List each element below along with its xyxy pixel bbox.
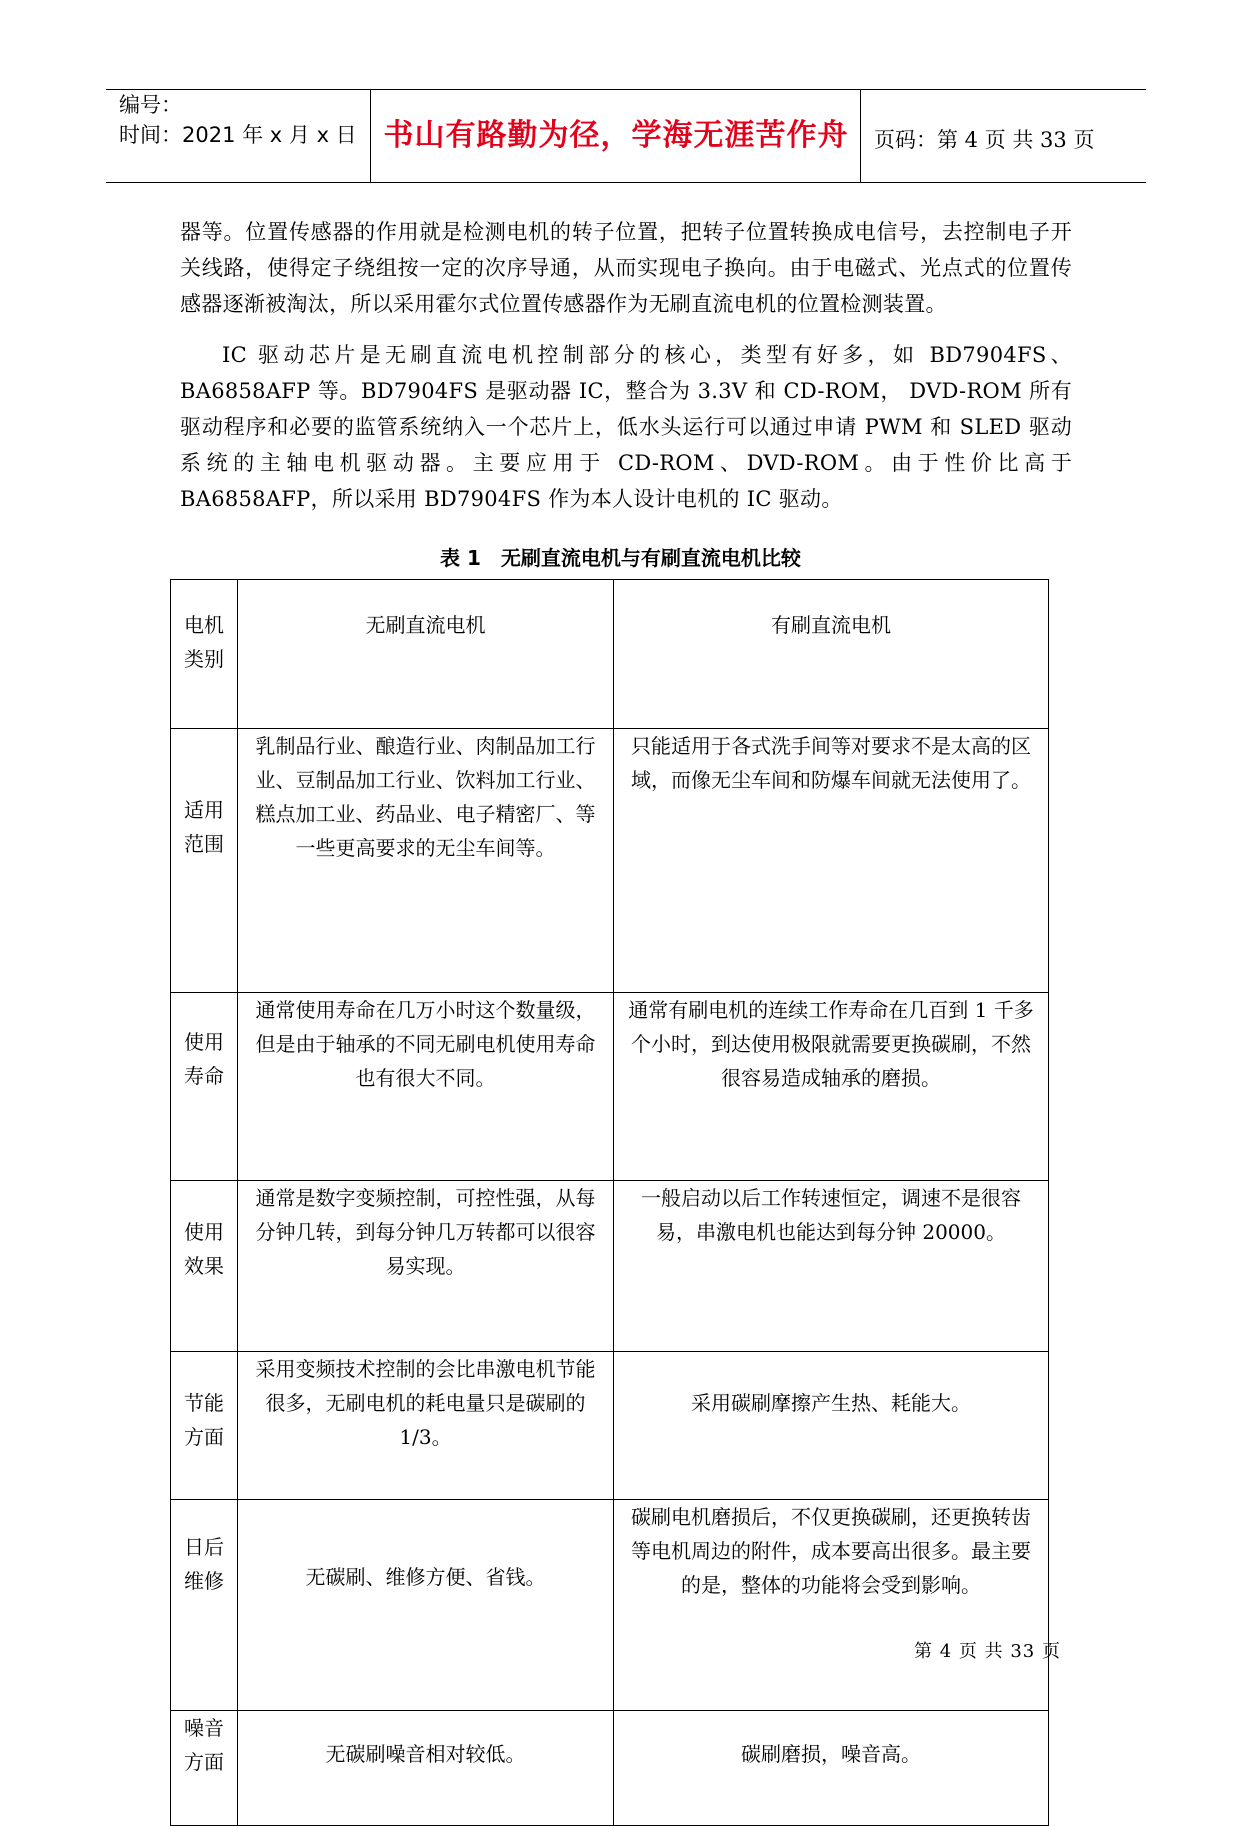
table-row <box>171 1711 1049 1826</box>
row-category: 节能方面 <box>171 1352 238 1500</box>
table-row <box>171 729 1049 993</box>
row-category: 日后维修 <box>171 1500 238 1711</box>
header-cell-brushless: 无刷直流电机 <box>238 580 614 729</box>
table-row <box>171 1181 1049 1352</box>
row-category: 使用寿命 <box>171 993 238 1181</box>
header-cell-brushed: 有刷直流电机 <box>614 580 1049 729</box>
row-brushless-cell: 无碳刷噪音相对较低。 <box>238 1711 614 1826</box>
row-category: 使用效果 <box>171 1181 238 1352</box>
table-caption: 表 1 无刷直流电机与有刷直流电机比较 <box>440 546 801 570</box>
row-brushless-cell: 通常是数字变频控制，可控性强，从每分钟几转，到每分钟几万转都可以很容易实现。 <box>238 1181 614 1352</box>
row-brushless-cell: 无碳刷、维修方便、省钱。 <box>238 1500 614 1711</box>
row-category: 适用范围 <box>171 729 238 993</box>
table-row <box>171 1500 1049 1711</box>
row-brushed-cell: 采用碳刷摩擦产生热、耗能大。 <box>614 1352 1049 1500</box>
footer-page-number: 第 4 页 共 33 页 <box>914 1641 1061 1662</box>
header-divider-left <box>370 89 371 182</box>
row-brushed-cell: 碳刷电机磨损后，不仅更换碳刷，还更换转齿等电机周边的附件，成本要高出很多。最主要的是，整体的功能将会受到影响。 <box>614 1500 1049 1711</box>
body-paragraph-1: 器等。位置传感器的作用就是检测电机的转子位置，把转子位置转换成电信号，去控制电子开关线路，使得定子绕组按一定的次序导通，从而实现电子换向。由于电磁式、光点式的位置传感器逐渐被淘汰，所以采用霍尔式位置传感器作为无刷直流电机的位置检测装置。 <box>180 220 1072 316</box>
header-page-number: 页码：第 4 页 共 33 页 <box>874 128 1095 152</box>
table-row <box>171 993 1049 1181</box>
header-meta <box>119 90 369 150</box>
row-brushless-cell: 乳制品行业、酿造行业、肉制品加工行业、豆制品加工行业、饮料加工行业、糕点加工业、药品业、电子精密厂、等一些更高要求的无尘车间等。 <box>238 729 614 993</box>
row-brushed-cell: 只能适用于各式洗手间等对要求不是太高的区域，而像无尘车间和防爆车间就无法使用了。 <box>614 729 1049 993</box>
row-category: 噪音方面 <box>171 1711 238 1826</box>
header-motto: 书山有路勤为径，学海无涯苦作舟 <box>383 118 849 153</box>
header-cell-category: 电机类别 <box>171 580 238 729</box>
row-brushless-cell: 通常使用寿命在几万小时这个数量级，但是由于轴承的不同无刷电机使用寿命也有很大不同。 <box>238 993 614 1181</box>
document-number-label: 编号： <box>119 93 182 117</box>
row-brushed-cell: 一般启动以后工作转速恒定，调速不是很容易，串激电机也能达到每分钟 20000。 <box>614 1181 1049 1352</box>
row-brushed-cell: 碳刷磨损，噪音高。 <box>614 1711 1049 1826</box>
header-divider-right <box>860 89 861 182</box>
document-time-label: 时间：2021 年 x 月 x 日 <box>119 123 357 147</box>
header-bottom-rule <box>106 182 1146 183</box>
table-header-row <box>171 580 1049 729</box>
row-brushed-cell: 通常有刷电机的连续工作寿命在几百到 1 千多个小时，到达使用极限就需要更换碳刷，不然很容易造成轴承的磨损。 <box>614 993 1049 1181</box>
body-paragraph-2: IC 驱动芯片是无刷直流电机控制部分的核心，类型有好多，如 BD7904FS、BA6858AFP 等。BD7904FS 是驱动器 IC，整合为 3.3V 和 CD-ROM， DVD-ROM 所有驱动程序和必要的监管系统纳入一个芯片上，低水头运行可以通过申请 PWM 和 SLED 驱动系统的主轴电机驱动器。主要应用于 CD-ROM、DVD-ROM。由于性价比高于 BA6858AFP，所以采用 BD7904FS 作为本人设计电机的 IC 驱动。 <box>180 343 1072 511</box>
table-row <box>171 1352 1049 1500</box>
row-brushless-cell: 采用变频技术控制的会比串激电机节能很多，无刷电机的耗电量只是碳刷的 1/3。 <box>238 1352 614 1500</box>
